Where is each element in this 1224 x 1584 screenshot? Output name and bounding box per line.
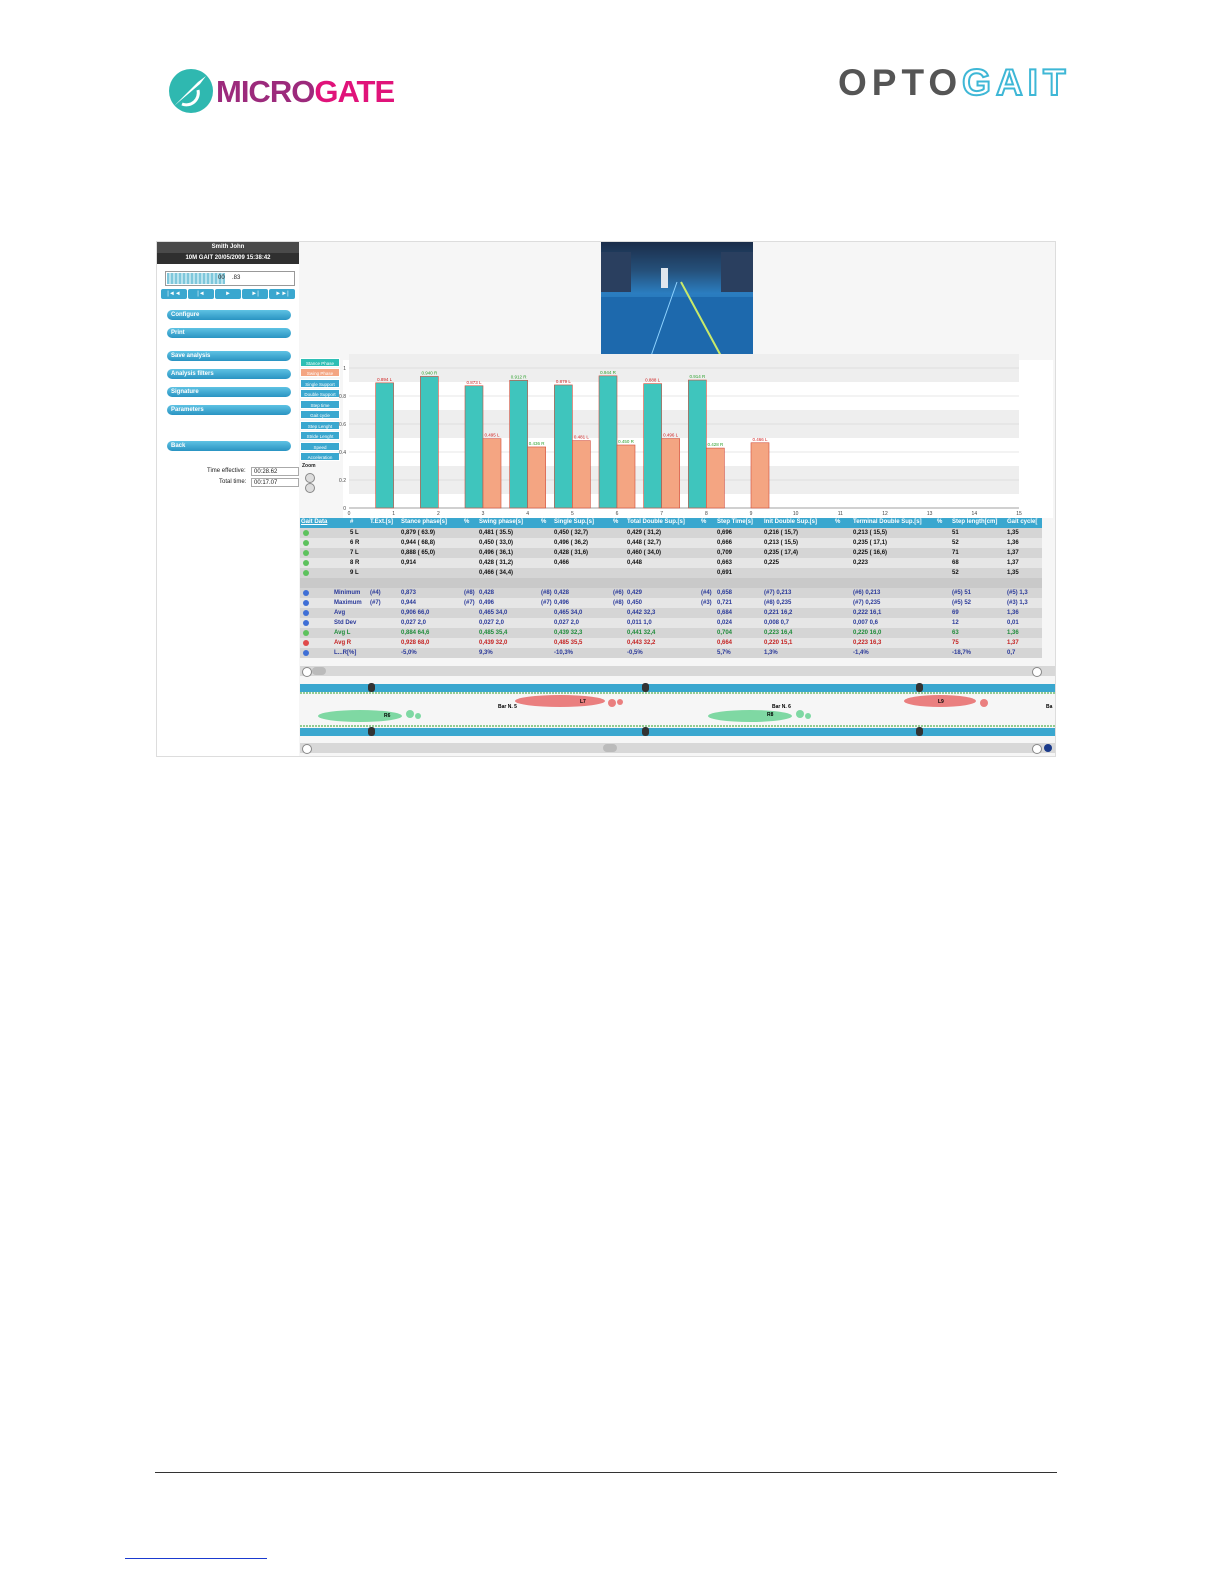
microgate-logo (168, 68, 395, 120)
timeline-marker[interactable] (368, 683, 375, 692)
table-cell: 75 (952, 640, 959, 646)
bar-value-label: 0.450 R (618, 439, 634, 444)
scroll-right-icon[interactable] (1032, 667, 1042, 677)
left-foot-icon (318, 710, 421, 722)
row-status-icon[interactable] (303, 600, 309, 606)
column-header: % (541, 519, 547, 525)
table-cell: 0,906 66,0 (401, 610, 430, 616)
table-hscrollbar[interactable] (300, 666, 1055, 676)
right-foot-icon (904, 695, 988, 707)
table-cell: 0,024 (717, 620, 733, 626)
table-cell: 0,928 68,0 (401, 640, 430, 646)
row-status-icon[interactable] (303, 640, 309, 646)
bar-value-label: 0.894 L (377, 376, 393, 382)
table-cell: (#8) 0,235 (764, 600, 792, 606)
scroll-thumb[interactable] (603, 744, 617, 752)
table-cell: 0,220 15,1 (764, 640, 793, 646)
table-cell: 0,448 (627, 560, 643, 566)
table-cell: 0,704 (717, 630, 733, 636)
right-foot-icon (515, 695, 623, 707)
step-label: L9 (938, 699, 944, 705)
table-cell: (#7) (370, 600, 381, 606)
swing-bar (572, 441, 590, 508)
table-row[interactable] (300, 598, 1042, 608)
table-cell: 0,428 (479, 590, 495, 596)
table-cell: 1,35 (1007, 570, 1019, 576)
table-cell: 0,428 ( 31,6) (554, 550, 589, 556)
table-cell: 0,027 2,0 (401, 620, 427, 626)
table-row[interactable] (300, 628, 1042, 638)
column-header: % (464, 519, 470, 525)
table-cell: (#5) 52 (952, 600, 972, 606)
step-label: L7 (580, 699, 586, 705)
table-cell: (#5) 1,3 (1007, 590, 1028, 596)
column-header: % (835, 519, 841, 525)
total-time-label: Total time: (219, 479, 247, 485)
table-cell: (#8) (613, 600, 624, 606)
table-cell: 0,879 ( 63.9) (401, 530, 436, 536)
table-cell: 0,466 ( 34,4) (479, 570, 514, 576)
table-cell: 0,213 ( 15,5) (764, 540, 799, 546)
table-cell: 1,37 (1007, 560, 1019, 566)
table-cell: 1,37 (1007, 640, 1019, 646)
table-cell: (#7) 0,235 (853, 600, 881, 606)
table-row[interactable] (300, 608, 1042, 618)
table-cell: 0,007 0,6 (853, 620, 879, 626)
row-status-icon[interactable] (303, 590, 309, 596)
table-row[interactable] (300, 618, 1042, 628)
parameters-button[interactable]: Parameters (167, 405, 291, 415)
x-tick-label: 0 (347, 511, 351, 517)
table-cell: (#3) (701, 600, 712, 606)
analysis-filters-button[interactable]: Analysis filters (167, 369, 291, 379)
table-cell: 1,35 (1007, 530, 1019, 536)
table-cell: 0,429 ( 31,2) (627, 530, 662, 536)
x-tick-label: 10 (792, 511, 799, 517)
table-cell: (#5) 51 (952, 590, 972, 596)
table-cell: 0,225 ( 16,6) (853, 550, 888, 556)
stance-bar (510, 380, 528, 508)
column-header: # (350, 519, 354, 525)
table-cell: 0,223 16,4 (764, 630, 793, 636)
table-cell: (#7) (464, 600, 475, 606)
table-cell: 0,448 ( 32,7) (627, 540, 662, 546)
table-cell: 9 L (350, 570, 359, 576)
row-status-icon[interactable] (303, 550, 309, 556)
table-cell: 0,235 ( 17,4) (764, 550, 799, 556)
sidebar (157, 242, 299, 756)
table-cell: Maximum (334, 600, 362, 606)
table-row[interactable] (300, 548, 1042, 558)
table-cell: 0,443 32,2 (627, 640, 656, 646)
table-row[interactable] (300, 558, 1042, 568)
column-header: % (937, 519, 943, 525)
patient-name: Smith John (157, 242, 299, 253)
scroll-right-icon[interactable] (1032, 744, 1042, 754)
table-row[interactable] (300, 538, 1042, 548)
footer-divider (155, 1472, 1057, 1473)
x-tick-label: 3 (481, 511, 485, 517)
column-header: Stance phase[s] (401, 519, 448, 525)
timeline-marker[interactable] (642, 727, 649, 736)
column-header: Gait cycle[ (1007, 519, 1038, 525)
x-tick-label: 4 (526, 511, 530, 517)
table-cell: 0,496 (479, 600, 495, 606)
microgate-emblem-icon (168, 68, 214, 114)
scroll-left-icon[interactable] (302, 744, 312, 754)
column-header: Terminal Double Sup.[s] (853, 519, 922, 525)
x-tick-label: 12 (882, 511, 888, 517)
play-button[interactable]: ► (215, 289, 241, 299)
swing-bar (751, 443, 769, 508)
table-cell: 0,225 (764, 560, 780, 566)
column-header: Total Double Sup.[s] (627, 519, 685, 525)
table-cell: 1,37 (1007, 550, 1019, 556)
table-cell: (#7) (541, 600, 552, 606)
x-tick-label: 6 (615, 511, 619, 517)
bar-value-label: 0.940 R (421, 370, 438, 376)
table-cell: (#7) 0,213 (764, 590, 792, 596)
table-cell: (#6) (613, 590, 624, 596)
y-tick-label: 0.2 (339, 478, 346, 484)
table-cell: 52 (952, 570, 959, 576)
gym-corridor-image (601, 242, 753, 356)
column-header: Step length[cm] (952, 519, 998, 525)
table-cell: 0,485 35,5 (554, 640, 583, 646)
table-cell: 0,027 2,0 (554, 620, 580, 626)
table-cell: 6 R (350, 540, 360, 546)
y-tick-label: 0.6 (339, 422, 346, 428)
table-cell: -1,4% (853, 650, 869, 656)
table-header (300, 518, 1042, 528)
table-cell: 0,027 2,0 (479, 620, 505, 626)
table-cell: Std Dev (334, 620, 357, 626)
phase-gait-cycle[interactable]: Gait cycle (300, 410, 340, 419)
x-tick-label: 1 (392, 511, 396, 517)
row-status-icon[interactable] (303, 560, 309, 566)
table-cell: 0,441 32,4 (627, 630, 656, 636)
timeline-scrollbar[interactable] (300, 743, 1055, 753)
table-cell: 1,36 (1007, 540, 1019, 546)
y-tick-label: 0 (343, 506, 346, 512)
x-tick-label: 8 (704, 511, 708, 517)
table-cell: 0,666 (717, 540, 733, 546)
table-cell: 0,944 (401, 600, 417, 606)
column-header: Init Double Sup.[s] (764, 519, 817, 525)
table-cell: 0,439 32,3 (554, 630, 583, 636)
table-row[interactable] (300, 588, 1042, 598)
left-foot-icon (708, 710, 811, 722)
table-cell: 0,008 0,7 (764, 620, 790, 626)
table-cell: -0,5% (627, 650, 643, 656)
x-tick-label: 15 (1016, 511, 1022, 517)
table-cell: (#8) (541, 590, 552, 596)
table-cell: 0,466 (554, 560, 570, 566)
table-cell: (#4) (370, 590, 381, 596)
table-title: Gait Data (301, 519, 328, 525)
bar-value-label: 0.873 L (466, 379, 482, 385)
table-cell: 0,696 (717, 530, 733, 536)
x-tick-label: 11 (837, 511, 843, 517)
table-cell: 0,7 (1007, 650, 1016, 656)
bar-value-label: 0.466 L (752, 436, 768, 442)
print-button[interactable]: Print (167, 328, 291, 338)
zoom-label: Zoom (302, 463, 316, 469)
bar-value-label: 0.879 L (555, 378, 571, 384)
phase-stance[interactable]: Stance Phase (300, 358, 340, 367)
column-header: Single Sup.[s] (554, 519, 595, 525)
table-row[interactable] (300, 528, 1042, 538)
next-frame-button[interactable]: ►| (242, 289, 268, 299)
table-cell: 0,888 ( 65,0) (401, 550, 436, 556)
table-cell: 0,450 ( 32,7) (554, 530, 589, 536)
bar-label: Bar N. 6 (772, 704, 791, 710)
table-cell: 0,485 35,4 (479, 630, 508, 636)
swing-bar (528, 447, 546, 508)
row-status-icon[interactable] (303, 630, 309, 636)
bar-value-label: 0.496 L (663, 432, 679, 438)
phase-bar-chart (339, 360, 1053, 518)
phase-stride-length[interactable]: Stride Lenght (300, 431, 340, 440)
table-cell: 0,429 (627, 590, 643, 596)
playback-minutes: 00 (218, 275, 225, 281)
stance-bar (554, 385, 572, 508)
table-cell: Avg L (334, 630, 351, 636)
table-cell: 0,460 ( 34,0) (627, 550, 662, 556)
table-cell: Minimum (334, 590, 361, 596)
table-cell: (#4) (701, 590, 712, 596)
table-cell: 0,216 ( 15,7) (764, 530, 799, 536)
x-tick-label: 13 (926, 511, 933, 517)
column-header: Step Time[s] (717, 519, 753, 525)
table-cell: 0,220 16,0 (853, 630, 882, 636)
table-cell: (#6) 0,213 (853, 590, 881, 596)
table-cell: 0,496 (554, 600, 570, 606)
session-title: 10M GAIT 20/05/2009 15:38:42 (157, 253, 299, 264)
table-cell: 0,944 ( 68,8) (401, 540, 436, 546)
playback-bar[interactable] (165, 271, 295, 286)
table-cell: 63 (952, 630, 959, 636)
bar-value-label: 0.428 R (707, 442, 724, 448)
table-cell: 0,873 (401, 590, 417, 596)
table-cell: -10,3% (554, 650, 574, 656)
table-cell: 0,213 ( 15,5) (853, 530, 888, 536)
step-label: R8 (767, 712, 774, 718)
prev-frame-button[interactable]: |◄ (188, 289, 214, 299)
time-effective-label: Time effective: (207, 468, 246, 474)
x-tick-label: 9 (749, 511, 753, 517)
stance-bar (465, 386, 483, 508)
total-time-value: 00:17.07 (251, 478, 299, 487)
table-cell: 0,223 (853, 560, 869, 566)
table-cell: (#3) 1,3 (1007, 600, 1028, 606)
microgate-wordmark: MICROGATE (216, 74, 395, 109)
table-cell: 1,36 (1007, 610, 1019, 616)
video-preview[interactable] (601, 242, 753, 356)
table-cell: 0,663 (717, 560, 733, 566)
table-cell: 0,684 (717, 610, 733, 616)
table-cell: 0,428 ( 31,2) (479, 560, 514, 566)
last-frame-button[interactable]: ►►| (269, 289, 295, 299)
phase-speed[interactable]: Speed (300, 442, 340, 451)
y-tick-label: 0.4 (339, 450, 346, 456)
zoom-in-icon[interactable] (305, 473, 315, 483)
bar-value-label: 0.914 R (689, 374, 706, 380)
table-cell: 0,721 (717, 600, 733, 606)
footer-link-underline[interactable] (125, 1558, 267, 1559)
table-cell: Avg (334, 610, 346, 616)
first-frame-button[interactable]: |◄◄ (161, 289, 187, 299)
table-cell: L...R[%] (334, 650, 357, 656)
table-cell: 0,465 34,0 (479, 610, 508, 616)
y-tick-label: 1 (343, 366, 346, 372)
time-effective-value: 00:28.62 (251, 467, 299, 476)
table-cell: 0,01 (1007, 620, 1019, 626)
table-cell: -5,0% (401, 650, 417, 656)
table-cell: 71 (952, 550, 959, 556)
table-cell: (#8) (464, 590, 475, 596)
table-cell: 0,658 (717, 590, 733, 596)
stance-bar (420, 376, 438, 508)
table-cell: 9,3% (479, 650, 493, 656)
swing-bar (483, 439, 501, 508)
table-cell: 0,496 ( 36,2) (554, 540, 589, 546)
lock-icon[interactable] (1044, 744, 1052, 752)
playback-progress (167, 273, 225, 284)
stance-bar (644, 384, 662, 508)
bar-label: Bar N. 5 (498, 704, 517, 710)
table-cell: 1,36 (1007, 630, 1019, 636)
column-header: % (613, 519, 619, 525)
table-cell: 5,7% (717, 650, 731, 656)
table-cell: 12 (952, 620, 959, 626)
timeline-marker[interactable] (642, 683, 649, 692)
table-cell: 0,481 ( 35.5) (479, 530, 514, 536)
column-header: Swing phase[s] (479, 519, 524, 525)
table-cell: 0,664 (717, 640, 733, 646)
optogait-logo: OPTOGAIT (838, 62, 1071, 103)
table-cell: 68 (952, 560, 959, 566)
table-cell: -18,7% (952, 650, 972, 656)
timeline-marker[interactable] (368, 727, 375, 736)
back-button[interactable]: Back (167, 441, 291, 451)
table-cell: 0,439 32,0 (479, 640, 508, 646)
table-cell: 0,691 (717, 570, 733, 576)
table-cell: 0,222 16,1 (853, 610, 882, 616)
x-tick-label: 7 (660, 511, 664, 517)
table-cell: 0,450 (627, 600, 643, 606)
signature-button[interactable]: Signature (167, 387, 291, 397)
table-cell: 0,235 ( 17,1) (853, 540, 888, 546)
phase-single-support[interactable]: Single Support (300, 379, 340, 388)
footprint-track (300, 692, 1055, 728)
swing-bar (662, 439, 680, 508)
sensor-bar-top (300, 684, 1055, 692)
table-cell: 0,884 64,6 (401, 630, 430, 636)
column-header: T.Ext.[s] (370, 519, 394, 525)
table-cell: 69 (952, 610, 959, 616)
table-cell: 0,465 34,0 (554, 610, 583, 616)
save-analysis-button[interactable]: Save analysis (167, 351, 291, 361)
stance-bar (599, 376, 617, 508)
scroll-left-icon[interactable] (302, 667, 312, 677)
x-tick-label: 2 (436, 511, 440, 517)
phase-step-length[interactable]: Step Lenght (300, 421, 340, 430)
table-row[interactable] (300, 578, 1042, 588)
scroll-thumb[interactable] (312, 667, 326, 675)
row-status-icon[interactable] (303, 610, 309, 616)
timeline-marker[interactable] (916, 727, 923, 736)
swing-bar (706, 448, 724, 508)
bar-value-label: 0.495 L (484, 432, 500, 438)
stance-bar (376, 383, 394, 508)
phase-swing[interactable]: Swing Phase (300, 368, 340, 377)
row-status-icon[interactable] (303, 570, 309, 576)
bar-value-label: 0.436 R (528, 440, 545, 446)
bar-value-label: 0.912 R (510, 374, 527, 380)
row-status-icon[interactable] (303, 530, 309, 536)
x-tick-label: 14 (971, 511, 978, 517)
row-status-icon[interactable] (303, 650, 309, 656)
configure-button[interactable]: Configure (167, 310, 291, 320)
table-cell: 0,442 32,3 (627, 610, 656, 616)
table-cell: 0,914 (401, 560, 417, 566)
table-cell: 7 L (350, 550, 359, 556)
timeline-marker[interactable] (916, 683, 923, 692)
table-row[interactable] (300, 638, 1042, 648)
bar-value-label: 0.481 L (573, 434, 589, 440)
phase-double-support[interactable]: Double Support (300, 389, 340, 398)
table-cell: 0,223 16,3 (853, 640, 882, 646)
column-header: % (701, 519, 707, 525)
table-cell: 0,709 (717, 550, 733, 556)
bar-value-label: 0.944 R (600, 369, 616, 375)
table-cell: 0,428 (554, 590, 570, 596)
stance-bar (688, 380, 706, 508)
optogait-app-window (156, 241, 1056, 757)
table-row[interactable] (300, 568, 1042, 578)
row-status-icon[interactable] (303, 620, 309, 626)
table-cell: 0,496 ( 36,1) (479, 550, 514, 556)
table-cell: 52 (952, 540, 959, 546)
table-cell: 5 L (350, 530, 359, 536)
phase-acceleration[interactable]: Acceleration (300, 452, 340, 461)
table-cell: Avg R (334, 640, 352, 646)
bar-label: Ba (1046, 704, 1053, 710)
table-cell: 0,011 1,0 (627, 620, 652, 626)
table-cell: 0,450 ( 33,0) (479, 540, 514, 546)
step-label: R6 (384, 713, 391, 719)
bar-value-label: 0.888 L (645, 377, 661, 383)
swing-bar (617, 445, 635, 508)
table-cell: 1,3% (764, 650, 778, 656)
table-row[interactable] (300, 648, 1042, 658)
table-cell: 0,221 16,2 (764, 610, 793, 616)
sensor-bar-bottom (300, 728, 1055, 736)
table-cell: 51 (952, 530, 959, 536)
zoom-out-icon[interactable] (305, 483, 315, 493)
phase-step-time[interactable]: Step time (300, 400, 340, 409)
x-tick-label: 5 (570, 511, 574, 517)
row-status-icon[interactable] (303, 540, 309, 546)
playback-seconds: .83 (232, 275, 241, 281)
table-cell: 8 R (350, 560, 360, 566)
y-tick-label: 0.8 (339, 394, 346, 400)
